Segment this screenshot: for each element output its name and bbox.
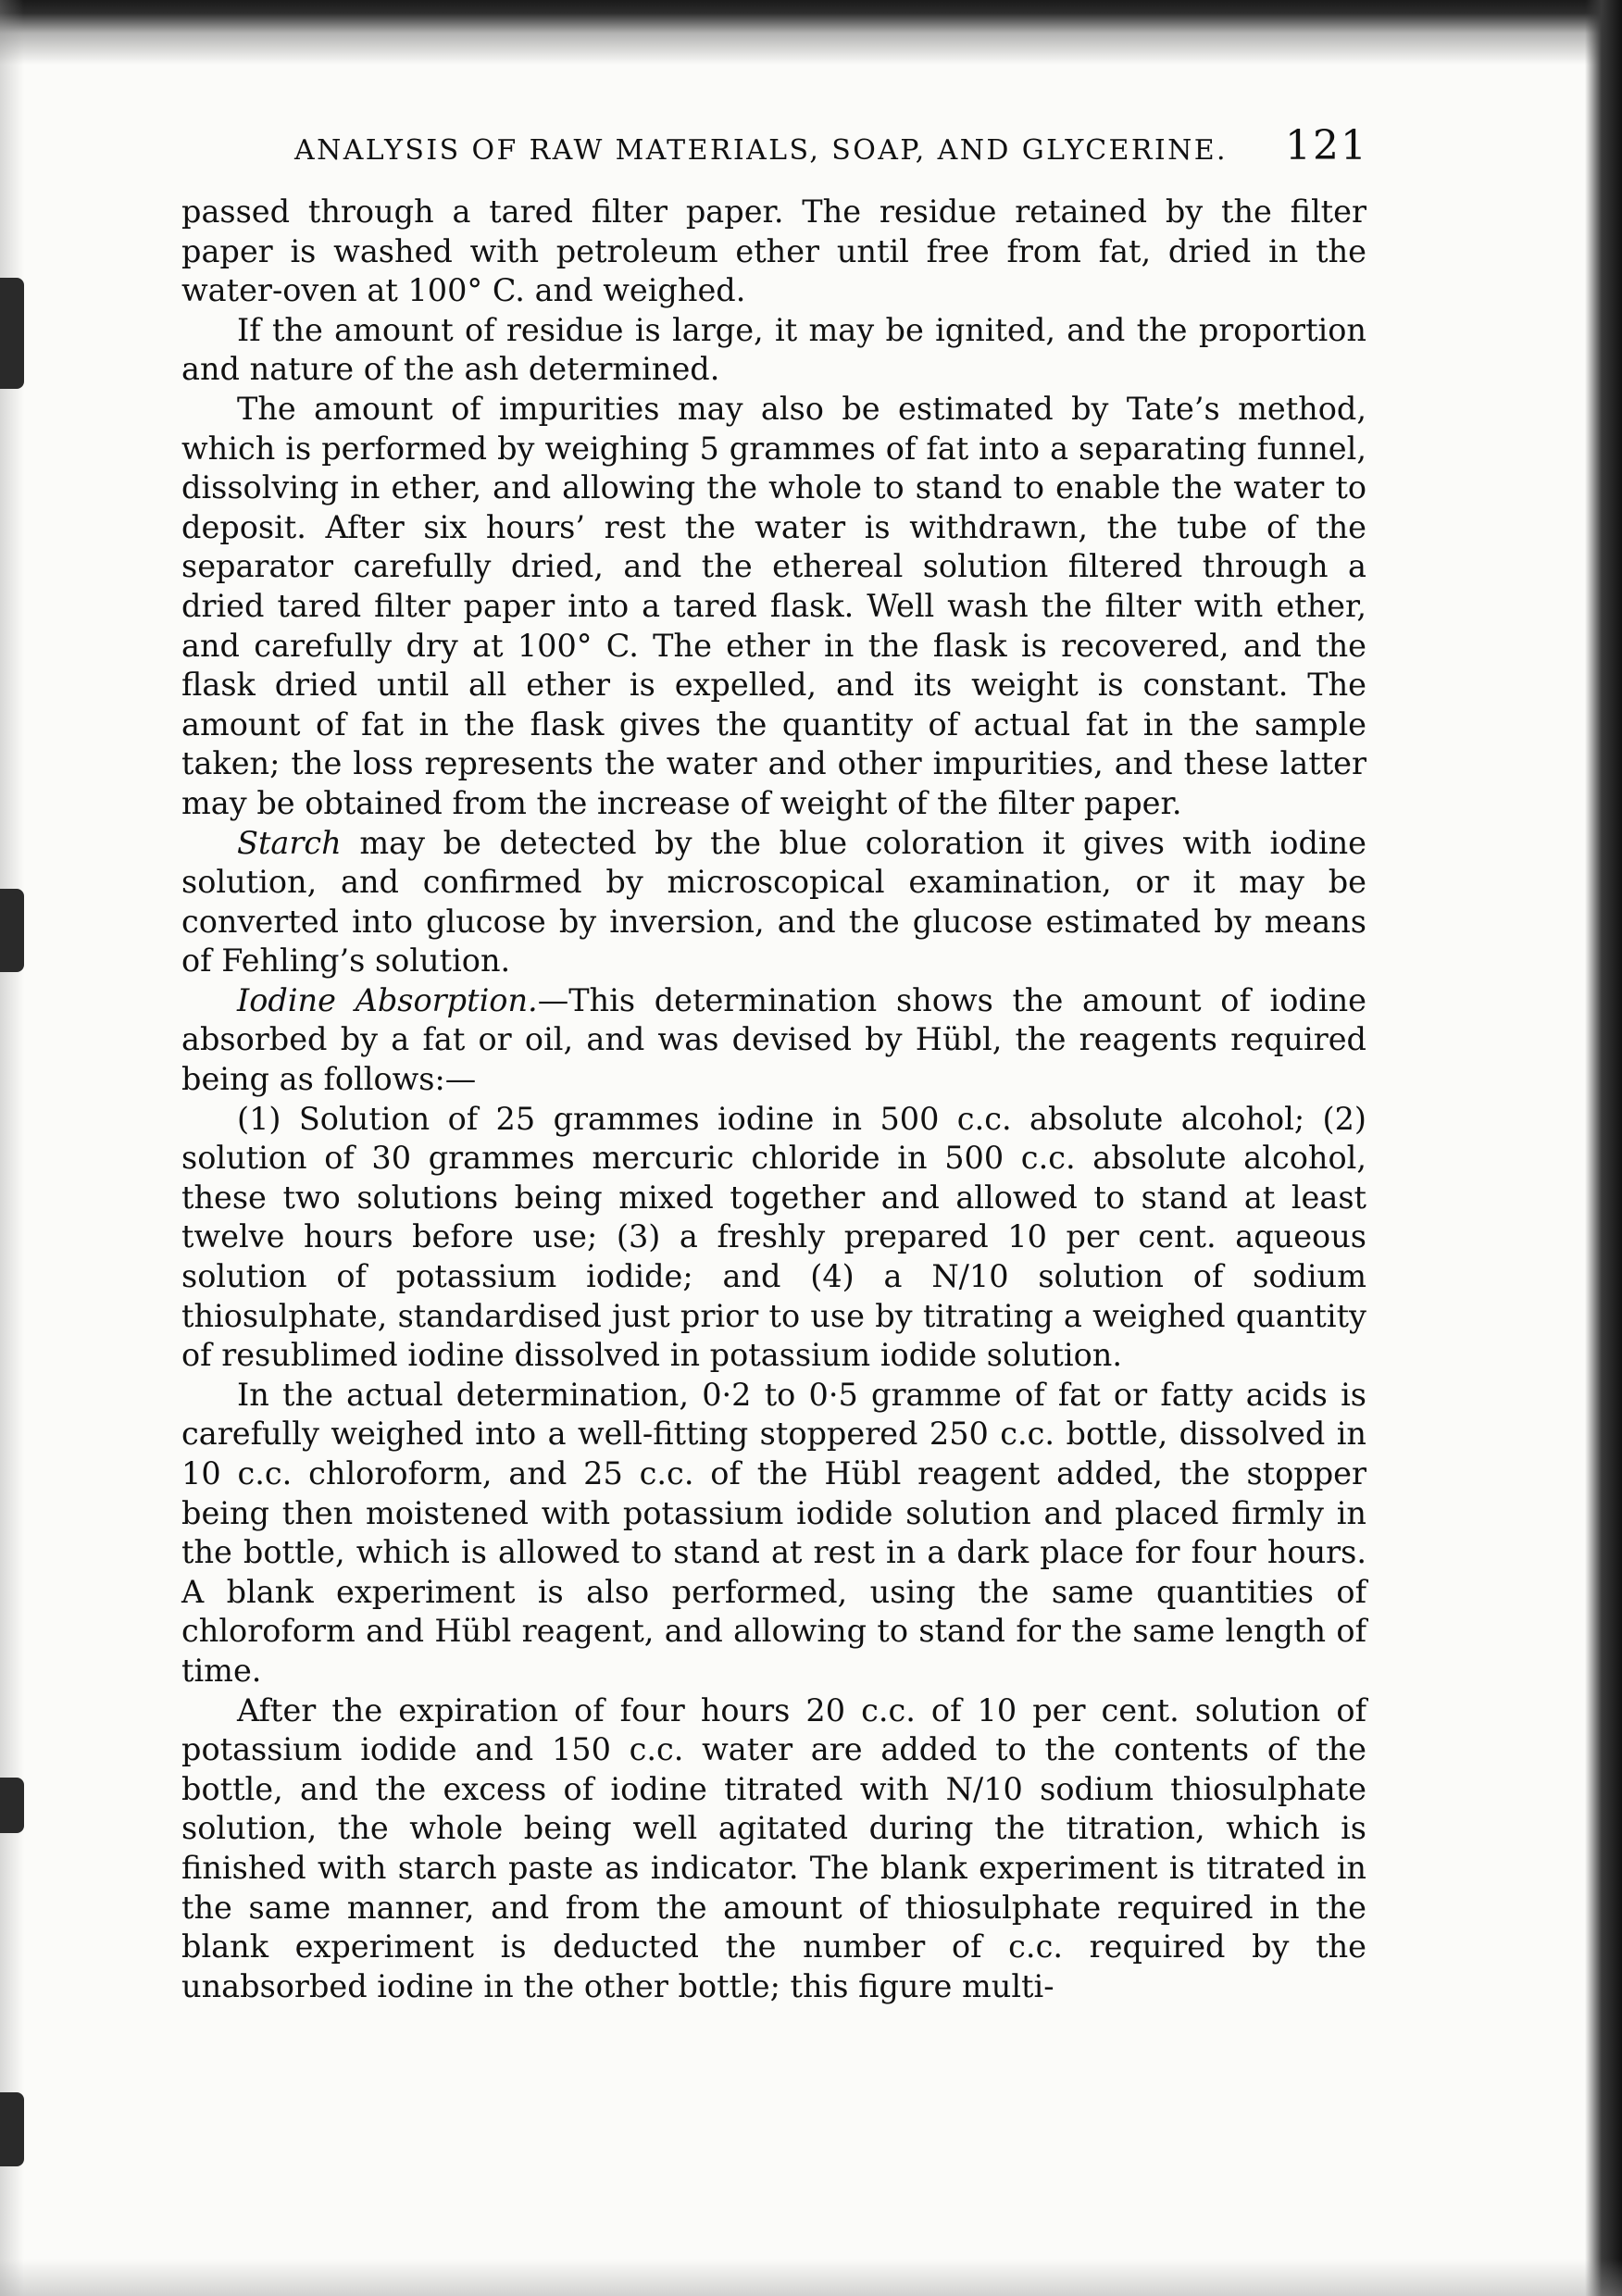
paragraph-text: (1) Solution of 25 grammes iodine in 500 c.c. absolute alcohol; (2) solution of 30 grammes mercuric chloride in 500 c.c. absolute alcohol, these two solutions being mixed together and allowed to stand at least twelve hours before use; (3) a freshly prepared 10 per cent. aqueous solution of potassium iodide; and (4) a N/10 solution of sodium thiosulphate, standardised just prior to use by titrating a weighed quantity of resublimed iodine dissolved in potassium iodide solution. [181, 1100, 1366, 1374]
scan-shadow-right [1585, 0, 1622, 2296]
paragraph-text: If the amount of residue is large, it may be ignited, and the proportion and nature of the ash determined. [181, 311, 1366, 388]
body-text [181, 193, 1366, 2006]
paragraph-text: In the actual determination, 0·2 to 0·5 gramme of fat or fatty acids is carefully weighed into a well-fitting stoppered 250 c.c. bottle, dissolved in 10 c.c. chloroform, and 25 c.c. of the Hübl reagent added, the stopper being then moistened with potassium iodide solution and placed firmly in the bottle, which is allowed to stand at rest in a dark place for four hours. A blank experiment is also performed, using the same quantities of chloroform and Hübl reagent, and allowing to stand for the same length of time. [181, 1376, 1366, 1689]
scan-shadow-top [0, 0, 1622, 65]
paragraph [181, 311, 1366, 390]
paragraph [181, 193, 1366, 311]
paragraph-text: After the expiration of four hours 20 c.c. of 10 per cent. solution of potassium iodide and 150 c.c. water are added to the contents of the bottle, and the excess of iodine titrated with N/10 sodium thiosulphate solution, the whole being well agitated during the titration, which is finished with starch paste as indicator. The blank experiment is titrated in the same manner, and from the amount of thiosulphate required in the blank experiment is deducted the number of c.c. required by the unabsorbed iodine in the other bottle; this figure multi- [181, 1691, 1366, 2004]
paragraph [181, 1691, 1366, 2007]
paragraph [181, 390, 1366, 824]
binding-mark [0, 1778, 24, 1833]
running-head [294, 122, 1368, 178]
binding-mark [0, 2092, 24, 2166]
binding-mark [0, 278, 24, 389]
paragraph [181, 981, 1366, 1100]
paragraph [181, 824, 1366, 981]
paragraph-text: The amount of impurities may also be estimated by Tate’s method, which is performed by weighing 5 grammes of fat into a separating funnel, dissolving in ether, and allowing the whole to stand to enable the water to deposit. After six hours’ rest the water is withdrawn, the tube of the separator carefully dried, and the ethereal solution filtered through a dried tared filter paper into a tared flask. Well wash the filter with ether, and carefully dry at 100° C. The ether in the flask is recovered, and the flask dried until all ether is expelled, and its weight is constant. The amount of fat in the flask gives the quantity of actual fat in the sample taken; the loss represents the water and other impurities, and these latter may be obtained from the increase of weight of the filter paper. [181, 390, 1366, 821]
paragraph-lead: Starch [237, 824, 342, 861]
page-number: 121 [1285, 122, 1368, 169]
scan-shadow-bottom [0, 2259, 1622, 2296]
paragraph-text: may be detected by the blue coloration it gives with iodine solution, and confirmed by microscopical examination, or it may be converted into glucose by inversion, and the glucose estimated by means of Fehling’s solution. [181, 824, 1366, 980]
paragraph [181, 1100, 1366, 1376]
binding-mark [0, 889, 24, 972]
paragraph-text: passed through a tared filter paper. The residue retained by the filter paper is washed with petroleum ether until free from fat, dried in the water-oven at 100° C. and weighed. [181, 193, 1366, 309]
paragraph-lead: Iodine Absorption. [237, 981, 538, 1018]
paragraph-text: —This determination shows the amount of iodine absorbed by a fat or oil, and was devised by Hübl, the reagents required being as follows:— [181, 981, 1366, 1098]
running-head-title: ANALYSIS OF RAW MATERIALS, SOAP, AND GLYCERINE. [294, 134, 1228, 167]
paragraph [181, 1376, 1366, 1691]
